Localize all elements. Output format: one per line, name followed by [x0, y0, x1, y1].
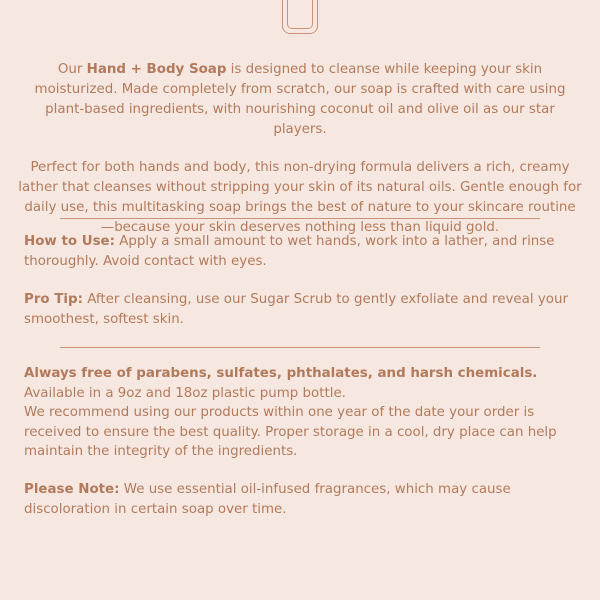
- pro-tip-section: [24, 290, 580, 329]
- bottle-icon: [282, 0, 318, 34]
- please-note-label: Please Note:: [24, 482, 120, 497]
- recommendation-text: We recommend using our products within one year of the date your order is received to ensure the best quality. Proper storage in a cool, dry place can help maintain the integrity of the ingredients.: [24, 405, 557, 459]
- bottle-icon-inner: [287, 0, 313, 29]
- divider-top: [60, 218, 540, 219]
- please-note-text: We use essential oil-infused fragrances, which may cause discoloration in certain soap over time.: [24, 482, 511, 517]
- details-section: [24, 364, 580, 462]
- free-of-statement: Always free of parabens, sulfates, phthalates, and harsh chemicals.: [24, 366, 538, 381]
- how-to-use-section: [24, 232, 580, 271]
- intro-rest: is designed to cleanse while keeping your skin moisturized. Made completely from scratch, our soap is crafted with care using plant-based ingredients, with nourishing coconut oil and olive oil as our star players.: [34, 62, 566, 137]
- pro-tip-label: Pro Tip:: [24, 292, 83, 307]
- please-note-section: [24, 480, 580, 519]
- how-to-use-label: How to Use:: [24, 234, 115, 249]
- product-description: [18, 60, 582, 238]
- intro-prefix: Our: [57, 62, 87, 77]
- how-to-use-text: Apply a small amount to wet hands, work into a lather, and rinse thoroughly. Avoid contact with eyes.: [24, 234, 555, 269]
- intro-paragraph-1: [18, 60, 582, 140]
- divider-bottom: [60, 347, 540, 348]
- product-name: Hand + Body Soap: [86, 62, 227, 77]
- intro-paragraph-2: Perfect for both hands and body, this non-drying formula delivers a rich, creamy lather that cleanses without stripping your skin of its natural oils. Gentle enough for daily use, this multitasking soap brings the best of nature to your skincare routine—because your skin deserves nothing less than liquid gold.: [18, 160, 582, 235]
- availability-text: Available in a 9oz and 18oz plastic pump bottle.: [24, 385, 346, 401]
- pro-tip-text: After cleansing, use our Sugar Scrub to gently exfoliate and reveal your smoothest, softest skin.: [24, 292, 568, 327]
